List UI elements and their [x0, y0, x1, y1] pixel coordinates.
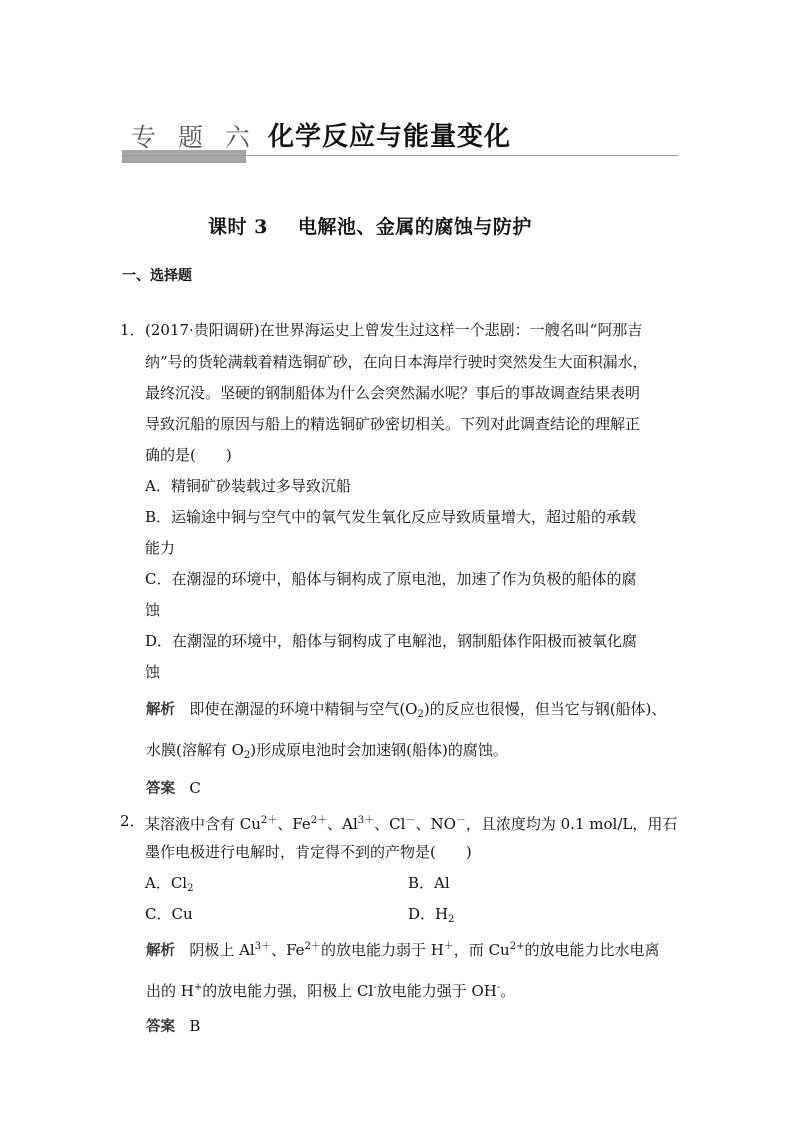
q2-analysis-cont: 出的 H+的放电能力强，阳极上 Cl-放电能力强于 OH-。 — [146, 982, 516, 1000]
section-heading: 一、选择题 — [122, 268, 192, 284]
q1-option-c-cont: 蚀 — [145, 601, 161, 619]
q1-option-b: B．运输途中铜与空气中的氧气发生氧化反应导致质量增大，超过船的承载 — [145, 508, 637, 526]
question-1-number: 1． — [120, 321, 145, 339]
q1-answer — [146, 778, 201, 799]
q2-analysis: 解析 阴极上 $Al^{3+}$、$Fe^{2+}$的放电能力弱于 H＋，而 $Cu^{2+}$的放电能力比水电离 — [146, 941, 660, 959]
q1-analysis-cont: 水膜(溶解有 $O_2$)形成原电池时会加速钢(船体)的腐蚀。 — [146, 741, 508, 761]
q2-option-a: A．$Cl_2$ — [145, 874, 194, 894]
question-1-line: 纳”号的货轮满载着精选铜矿砂，在向日本海岸行驶时突然发生大面积漏水， — [145, 353, 648, 371]
question-1-line: 确的是( ) — [145, 446, 232, 464]
q2-option-b: B．Al — [408, 874, 450, 892]
analysis-label: 解析 — [146, 702, 175, 718]
lesson-title — [208, 212, 532, 239]
answer-value: B — [189, 1017, 201, 1035]
lesson-name: 电解池、金属的腐蚀与防护 — [297, 216, 532, 238]
q2-answer — [146, 1016, 200, 1037]
question-1-line: 导致沉船的原因与船上的精选铜矿砂密切相关。下列对此调查结论的理解正 — [145, 415, 641, 433]
question-2-line: 某溶液中含有 $Cu^{2+}$、$Fe^{2+}$、$Al^{3+}$、Cl－、NO－，且浓度均为 0.1 mol/L，用石 — [145, 815, 678, 833]
analysis-label: 解析 — [146, 943, 175, 959]
answer-label: 答案 — [146, 781, 175, 797]
q1-option-b-cont: 能力 — [145, 539, 176, 557]
page-title: 化学反应与能量变化 — [268, 122, 512, 152]
topic-label: 专 题 六 — [131, 123, 257, 152]
question-1-line: 最终沉没。坚硬的钢制船体为什么会突然漏水呢？事后的事故调查结果表明 — [145, 384, 641, 402]
question-2-number: 2． — [120, 812, 145, 830]
answer-label: 答案 — [146, 1019, 175, 1035]
q2-option-d: D．$H_2$ — [408, 905, 455, 925]
question-1-line: (2017·贵阳调研)在世界海运史上曾发生过这样一个悲剧：一艘名叫“阿那吉 — [145, 321, 643, 339]
question-2-line: 墨作电极进行电解时，肯定得不到的产物是( ) — [145, 843, 472, 861]
q1-analysis: 解析 即使在潮湿的环境中精铜与空气$(O_2)$的反应也很慢，但当它与钢(船体)、 — [146, 700, 667, 720]
q1-option-d: D．在潮湿的环境中，船体与铜构成了电解池，钢制船体作阳极而被氧化腐 — [145, 632, 638, 650]
answer-value: C — [189, 779, 201, 797]
q1-option-c: C．在潮湿的环境中，船体与铜构成了原电池，加速了作为负极的船体的腐 — [145, 570, 637, 588]
q1-option-d-cont: 蚀 — [145, 663, 161, 681]
q2-option-c: C．Cu — [145, 905, 193, 923]
lesson-number: 课时 3 — [208, 216, 268, 238]
header-rule — [122, 155, 678, 156]
q1-option-a: A．精铜矿砂装载过多导致沉船 — [145, 477, 351, 495]
